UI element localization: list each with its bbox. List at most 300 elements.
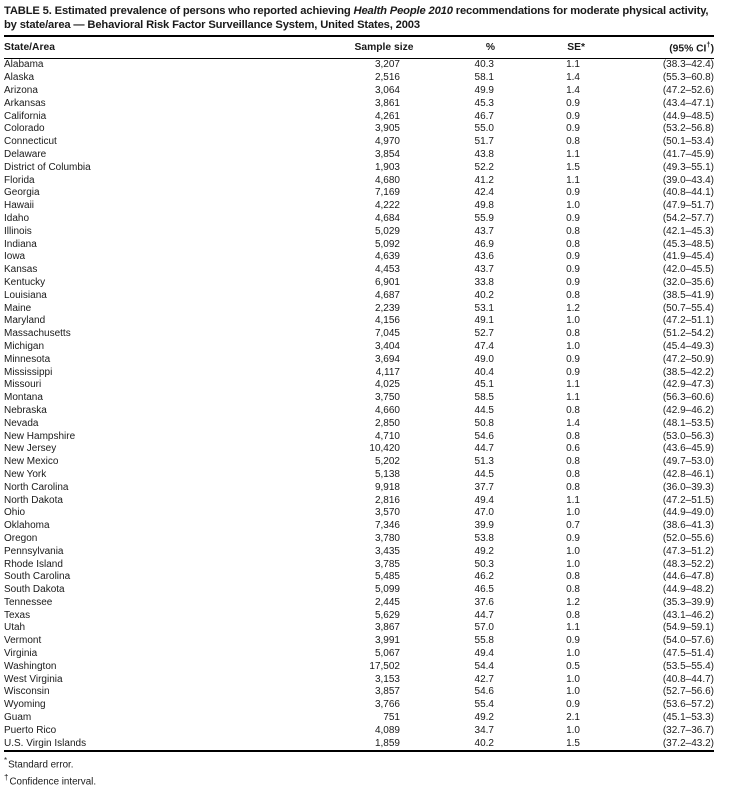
table-row [4, 699, 714, 712]
state-cell: Indiana [4, 238, 37, 250]
table-title-prefix: TABLE 5. Estimated prevalence of persons who reported achieving [4, 5, 354, 17]
state-cell: Utah [4, 622, 26, 634]
sample-size-cell: 5,029 [374, 225, 400, 237]
se-cell: 0.8 [566, 456, 580, 468]
state-cell: Hawaii [4, 200, 35, 212]
state-cell: Vermont [4, 635, 42, 647]
table-row [4, 85, 714, 98]
state-cell: U.S. Virgin Islands [4, 738, 349, 752]
prevalence-table [4, 35, 714, 752]
table-row [4, 239, 714, 252]
table-row [4, 533, 714, 546]
ci-cell: (53.6–57.2) [662, 699, 714, 711]
ci-cell: (54.2–57.7) [662, 212, 714, 224]
ci-cell: (55.3–60.8) [662, 72, 714, 84]
ci-cell: (38.5–41.9) [662, 289, 714, 301]
table-row [4, 392, 714, 405]
sample-size-cell: 751 [383, 712, 400, 724]
se-cell: 1.1 [566, 379, 580, 391]
ci-cell: (47.2–52.6) [662, 85, 714, 97]
sample-size-cell: 4,261 [374, 110, 400, 122]
state-cell: Nevada [4, 417, 39, 429]
table-row [4, 59, 714, 72]
percent-cell: 54.6 [474, 430, 494, 442]
percent-cell: 58.5 [474, 392, 494, 404]
ci-cell: (53.5–55.4) [662, 660, 714, 672]
ci-cell: (47.9–51.7) [662, 200, 714, 212]
percent-cell: 41.2 [474, 174, 494, 186]
se-cell: 0.9 [566, 251, 580, 263]
percent-cell: 57.0 [474, 622, 494, 634]
column-header-state-area: State/Area [4, 36, 349, 59]
se-cell: 1.0 [566, 200, 580, 212]
state-cell: Massachusetts [4, 328, 71, 340]
sample-size-cell: 3,780 [374, 532, 400, 544]
table-row [4, 405, 714, 418]
table-row [4, 187, 714, 200]
se-cell: 1.1 [566, 174, 580, 186]
sample-size-cell: 4,639 [374, 251, 400, 263]
se-cell: 1.0 [566, 724, 580, 736]
se-cell: 1.0 [566, 558, 580, 570]
state-cell: Kansas [4, 264, 38, 276]
state-cell: Arkansas [4, 97, 46, 109]
state-cell: Guam [4, 712, 32, 724]
percent-cell: 58.1 [474, 72, 494, 84]
table-row [4, 200, 714, 213]
sample-size-cell: 3,766 [374, 699, 400, 711]
se-cell: 0.8 [566, 481, 580, 493]
se-cell: 0.9 [566, 97, 580, 109]
se-cell: 1.0 [566, 648, 580, 660]
percent-cell: 54.6 [474, 686, 494, 698]
state-cell: Nebraska [4, 404, 47, 416]
table-row [4, 303, 714, 316]
dagger-superscript: † [706, 40, 711, 49]
se-cell: 1.0 [566, 686, 580, 698]
table-row [4, 482, 714, 495]
ci-header-close: ) [710, 43, 714, 55]
percent-cell: 40.4 [474, 366, 494, 378]
ci-cell: (41.7–45.9) [662, 149, 714, 160]
ci-cell: (50.1–53.4) [662, 136, 714, 148]
state-cell: Missouri [4, 379, 42, 391]
se-cell: 0.8 [566, 468, 580, 480]
state-cell: South Dakota [4, 584, 65, 596]
ci-cell: (44.6–47.8) [662, 571, 714, 583]
sample-size-cell: 7,169 [374, 187, 400, 199]
ci-cell: (32.7–36.7) [662, 724, 714, 736]
sample-size-cell: 5,067 [374, 648, 400, 660]
sample-size-cell: 3,905 [374, 123, 400, 135]
se-cell: 2.1 [566, 712, 580, 724]
state-cell: Florida [4, 174, 35, 186]
se-cell: 1.0 [566, 545, 580, 557]
sample-size-cell: 4,660 [374, 404, 400, 416]
ci-cell: (41.9–45.4) [662, 251, 714, 263]
percent-cell: 37.6 [474, 596, 494, 608]
state-cell: New York [4, 468, 47, 480]
se-cell: 0.9 [566, 366, 580, 378]
se-cell: 0.8 [566, 136, 580, 148]
se-cell: 0.9 [566, 123, 580, 135]
se-cell: 1.0 [566, 340, 580, 352]
footnotes [4, 755, 714, 789]
se-cell: 1.4 [566, 85, 580, 97]
table-row [4, 622, 714, 635]
footnote-text: Standard error. [8, 759, 74, 771]
table-row [4, 597, 714, 610]
percent-cell: 55.0 [474, 123, 494, 135]
ci-cell: (49.3–55.1) [662, 161, 714, 173]
se-cell: 0.8 [566, 328, 580, 340]
sample-size-cell: 17,502 [369, 660, 400, 672]
state-cell: Puerto Rico [4, 724, 57, 736]
sample-size-cell: 3,404 [374, 340, 400, 352]
percent-cell: 54.4 [474, 660, 494, 672]
table-row [4, 584, 714, 597]
table-title-italic: Health People 2010 [353, 5, 453, 17]
state-cell: Illinois [4, 225, 32, 237]
state-cell: Mississippi [4, 366, 53, 378]
sample-size-cell: 10,420 [369, 443, 400, 455]
column-header-sample-size: Sample size [349, 36, 419, 59]
sample-size-cell: 4,680 [374, 174, 400, 186]
percent-cell: 50.3 [474, 558, 494, 570]
sample-size-cell: 3,207 [374, 59, 400, 71]
ci-cell: (42.9–46.2) [662, 404, 714, 416]
table-row [4, 738, 714, 752]
percent-cell: 45.3 [474, 97, 494, 109]
percent-cell: 50.8 [474, 417, 494, 429]
ci-cell: (38.5–42.2) [662, 366, 714, 378]
se-cell: 1.4 [566, 417, 580, 429]
table-row [4, 571, 714, 584]
percent-cell: 55.9 [474, 212, 494, 224]
se-cell: 0.8 [566, 571, 580, 583]
percent-cell: 43.6 [474, 251, 494, 263]
ci-cell: (37.2–43.2) [585, 738, 714, 752]
ci-cell: (47.2–51.5) [662, 494, 714, 506]
ci-cell: (45.3–48.5) [662, 238, 714, 250]
state-cell: Oklahoma [4, 520, 50, 532]
percent-cell: 37.7 [474, 481, 494, 493]
state-cell: New Mexico [4, 456, 59, 468]
table-row [4, 507, 714, 520]
sample-size-cell: 2,850 [374, 417, 400, 429]
percent-cell: 40.3 [474, 59, 494, 71]
state-cell: District of Columbia [4, 161, 91, 173]
ci-cell: (54.0–57.6) [662, 635, 714, 647]
state-cell: Maryland [4, 315, 46, 327]
se-cell: 0.9 [566, 187, 580, 199]
sample-size-cell: 3,750 [374, 392, 400, 404]
ci-cell: (42.0–45.5) [662, 264, 714, 276]
percent-cell: 42.7 [474, 673, 494, 685]
se-cell: 0.9 [566, 212, 580, 224]
percent-cell: 55.8 [474, 635, 494, 647]
table-row [4, 686, 714, 699]
state-cell: Kentucky [4, 276, 46, 288]
table-row [4, 226, 714, 239]
se-cell: 0.8 [566, 225, 580, 237]
table-row [4, 546, 714, 559]
table-row [4, 456, 714, 469]
ci-cell: (44.9–48.5) [662, 110, 714, 122]
ci-cell: (45.4–49.3) [662, 340, 714, 352]
se-cell: 1.4 [566, 72, 580, 84]
sample-size-cell: 3,064 [374, 85, 400, 97]
ci-cell: (52.7–56.6) [662, 686, 714, 698]
table-row [4, 431, 714, 444]
percent-cell: 51.7 [474, 136, 494, 148]
ci-cell: (36.0–39.3) [662, 481, 714, 493]
table-row [4, 520, 714, 533]
ci-cell: (48.3–52.2) [662, 558, 714, 570]
percent-cell: 43.7 [474, 264, 494, 276]
percent-cell: 44.5 [474, 404, 494, 416]
sample-size-cell: 7,045 [374, 328, 400, 340]
table-row [4, 277, 714, 290]
state-cell: North Carolina [4, 481, 69, 493]
ci-cell: (54.9–59.1) [662, 622, 714, 634]
sample-size-cell: 5,092 [374, 238, 400, 250]
ci-cell: (38.6–41.3) [662, 520, 714, 532]
ci-cell: (43.6–45.9) [662, 443, 714, 455]
percent-cell: 49.2 [474, 712, 494, 724]
se-cell: 1.5 [566, 161, 580, 173]
percent-cell: 33.8 [474, 276, 494, 288]
state-cell: West Virginia [4, 673, 63, 685]
table-row [4, 725, 714, 738]
sample-size-cell: 6,901 [374, 276, 400, 288]
percent-cell: 43.7 [474, 225, 494, 237]
table-row [4, 175, 714, 188]
percent-cell: 55.4 [474, 699, 494, 711]
percent-cell: 46.2 [474, 571, 494, 583]
state-cell: Idaho [4, 212, 30, 224]
ci-cell: (42.9–47.3) [662, 379, 714, 391]
state-cell: North Dakota [4, 494, 63, 506]
percent-cell: 46.7 [474, 110, 494, 122]
sample-size-cell: 3,694 [374, 353, 400, 365]
se-cell: 0.8 [566, 289, 580, 301]
se-cell: 1.1 [566, 494, 580, 506]
se-cell: 1.0 [566, 315, 580, 327]
table-row [4, 98, 714, 111]
ci-cell: (32.0–35.6) [662, 276, 714, 288]
sample-size-cell: 1,859 [349, 738, 419, 752]
state-cell: Colorado [4, 123, 45, 135]
state-cell: Georgia [4, 187, 40, 199]
state-cell: Oregon [4, 532, 38, 544]
percent-cell: 51.3 [474, 456, 494, 468]
asterisk-marker: * [4, 756, 8, 766]
table-row [4, 136, 714, 149]
se-cell: 1.1 [566, 59, 580, 71]
ci-cell: (38.3–42.4) [662, 59, 714, 71]
table-row [4, 495, 714, 508]
state-cell: Louisiana [4, 289, 47, 301]
column-header-percent: % [419, 36, 497, 59]
sample-size-cell: 2,239 [374, 302, 400, 314]
sample-size-cell: 3,435 [374, 545, 400, 557]
footnote-text: Confidence interval. [9, 776, 97, 788]
table-title [4, 5, 714, 32]
sample-size-cell: 7,346 [374, 520, 400, 532]
ci-cell: (47.5–51.4) [662, 648, 714, 660]
percent-cell: 47.0 [474, 507, 494, 519]
percent-cell: 53.1 [474, 302, 494, 314]
table-row [4, 123, 714, 136]
sample-size-cell: 4,156 [374, 315, 400, 327]
percent-cell: 45.1 [474, 379, 494, 391]
percent-cell: 53.8 [474, 532, 494, 544]
sample-size-cell: 3,867 [374, 622, 400, 634]
percent-cell: 42.4 [474, 187, 494, 199]
table-row [4, 418, 714, 431]
state-cell: Pennsylvania [4, 545, 64, 557]
ci-cell: (44.9–49.0) [662, 507, 714, 519]
table-row [4, 674, 714, 687]
table-row [4, 367, 714, 380]
table-row [4, 315, 714, 328]
se-cell: 1.1 [566, 392, 580, 404]
se-cell: 0.9 [566, 353, 580, 365]
se-cell: 0.5 [566, 660, 580, 672]
state-cell: New Hampshire [4, 430, 76, 442]
table-row [4, 251, 714, 264]
sample-size-cell: 1,903 [374, 161, 400, 173]
sample-size-cell: 3,785 [374, 558, 400, 570]
table-row [4, 162, 714, 175]
se-cell: 1.5 [497, 738, 585, 752]
sample-size-cell: 3,570 [374, 507, 400, 519]
sample-size-cell: 2,816 [374, 494, 400, 506]
footnote-confidence-interval [4, 772, 714, 789]
ci-cell: (35.3–39.9) [662, 596, 714, 608]
se-cell: 1.2 [566, 302, 580, 314]
ci-cell: (47.2–50.9) [662, 353, 714, 365]
se-cell: 0.9 [566, 635, 580, 647]
se-cell: 0.9 [566, 532, 580, 544]
table-row [4, 111, 714, 124]
footnote-standard-error [4, 755, 714, 772]
state-cell: Texas [4, 609, 31, 621]
table-row [4, 213, 714, 226]
ci-cell: (39.0–43.4) [662, 174, 714, 186]
column-header-se: SE* [497, 36, 585, 59]
table-row [4, 264, 714, 277]
sample-size-cell: 4,453 [374, 264, 400, 276]
state-cell: Ohio [4, 507, 26, 519]
sample-size-cell: 4,970 [374, 136, 400, 148]
se-cell: 0.9 [566, 276, 580, 288]
percent-cell: 39.9 [474, 520, 494, 532]
percent-cell: 34.7 [474, 724, 494, 736]
state-cell: Arizona [4, 85, 38, 97]
sample-size-cell: 5,629 [374, 609, 400, 621]
ci-cell: (47.3–51.2) [662, 545, 714, 557]
percent-cell: 49.4 [474, 494, 494, 506]
percent-cell: 44.7 [474, 609, 494, 621]
se-cell: 0.9 [566, 264, 580, 276]
ci-cell: (47.2–51.1) [662, 315, 714, 327]
sample-size-cell: 5,202 [374, 456, 400, 468]
percent-cell: 44.7 [474, 443, 494, 455]
sample-size-cell: 4,710 [374, 430, 400, 442]
percent-cell: 52.2 [474, 161, 494, 173]
se-cell: 1.0 [566, 673, 580, 685]
sample-size-cell: 3,153 [374, 673, 400, 685]
percent-cell: 49.0 [474, 353, 494, 365]
state-cell: Rhode Island [4, 558, 63, 570]
table-row [4, 712, 714, 725]
percent-cell: 49.2 [474, 545, 494, 557]
sample-size-cell: 3,991 [374, 635, 400, 647]
table-row [4, 149, 714, 162]
table-row [4, 341, 714, 354]
percent-cell: 49.9 [474, 85, 494, 97]
sample-size-cell: 3,854 [374, 149, 400, 160]
table-row [4, 354, 714, 367]
percent-cell: 47.4 [474, 340, 494, 352]
table-row [4, 648, 714, 661]
ci-cell: (48.1–53.5) [662, 417, 714, 429]
state-cell: Alabama [4, 59, 44, 71]
percent-cell: 49.4 [474, 648, 494, 660]
percent-cell: 46.5 [474, 584, 494, 596]
sample-size-cell: 5,099 [374, 584, 400, 596]
table-title-suffix: recommendations for moderate physical activity, by state/area — Behavioral Risk Factor Surveillance System, United States, 2003 [4, 5, 709, 31]
state-cell: Connecticut [4, 136, 57, 148]
percent-cell: 52.7 [474, 328, 494, 340]
ci-cell: (42.8–46.1) [662, 468, 714, 480]
sample-size-cell: 2,445 [374, 596, 400, 608]
state-cell: Minnesota [4, 353, 51, 365]
ci-cell: (42.1–45.3) [662, 225, 714, 237]
ci-cell: (53.2–56.8) [662, 123, 714, 135]
se-cell: 0.8 [566, 430, 580, 442]
dagger-marker: † [4, 773, 9, 783]
sample-size-cell: 4,089 [374, 724, 400, 736]
se-cell: 0.8 [566, 584, 580, 596]
se-cell: 1.0 [566, 507, 580, 519]
state-cell: Wyoming [4, 699, 46, 711]
table-row [4, 290, 714, 303]
state-cell: Iowa [4, 251, 26, 263]
sample-size-cell: 4,025 [374, 379, 400, 391]
se-cell: 0.9 [566, 699, 580, 711]
ci-cell: (53.0–56.3) [662, 430, 714, 442]
state-cell: Alaska [4, 72, 35, 84]
column-header-ci [585, 36, 714, 59]
table-row [4, 559, 714, 572]
se-cell: 0.8 [566, 609, 580, 621]
ci-cell: (50.7–55.4) [662, 302, 714, 314]
percent-cell: 44.5 [474, 468, 494, 480]
state-cell: South Carolina [4, 571, 71, 583]
table-header [4, 36, 714, 59]
sample-size-cell: 3,861 [374, 97, 400, 109]
table-row [4, 635, 714, 648]
state-cell: New Jersey [4, 443, 57, 455]
sample-size-cell: 2,516 [374, 72, 400, 84]
ci-header-text: (95% CI [669, 43, 707, 55]
se-cell: 0.9 [566, 110, 580, 122]
ci-cell: (56.3–60.6) [662, 392, 714, 404]
ci-cell: (43.1–46.2) [662, 609, 714, 621]
